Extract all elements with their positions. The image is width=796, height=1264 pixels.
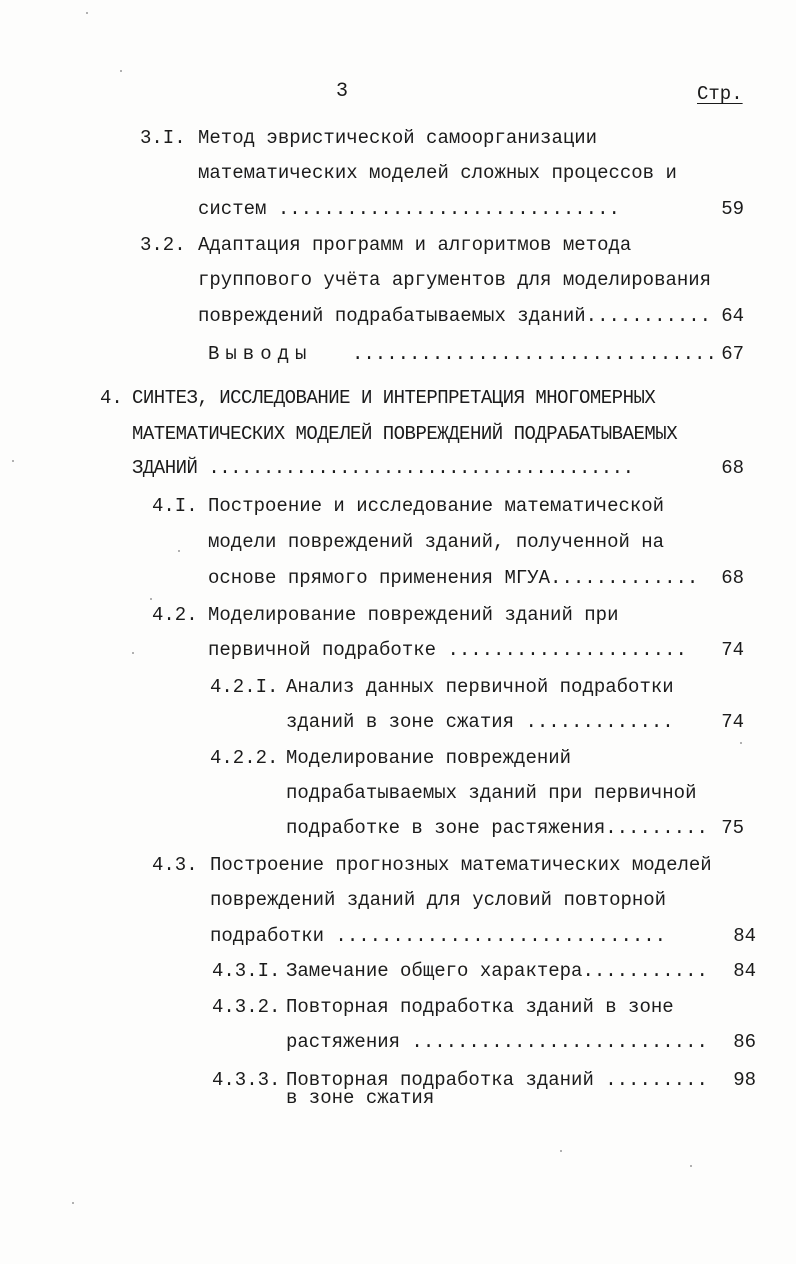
scan-speck xyxy=(690,1165,692,1167)
toc-title-line: ЗДАНИЙ ....................................... xyxy=(132,457,634,479)
toc-page-number: 67 xyxy=(721,343,744,365)
toc-title-line: математических моделей сложных процессов и xyxy=(198,162,677,184)
scan-speck xyxy=(86,12,88,14)
toc-page-number: 64 xyxy=(721,305,744,327)
scan-speck xyxy=(740,742,742,744)
scan-speck xyxy=(132,652,134,654)
toc-title-line: повреждений зданий для условий повторной xyxy=(210,889,667,911)
toc-title-line: основе прямого применения МГУА............. xyxy=(208,567,699,589)
scan-speck xyxy=(560,1150,562,1152)
toc-page-number: 84 xyxy=(733,960,756,982)
toc-title-line: СИНТЕЗ, ИССЛЕДОВАНИЕ И ИНТЕРПРЕТАЦИЯ МНОГОМЕРНЫХ xyxy=(132,387,656,409)
toc-title-line: МАТЕМАТИЧЕСКИХ МОДЕЛЕЙ ПОВРЕЖДЕНИЙ ПОДРАБАТЫВАЕМЫХ xyxy=(132,423,678,445)
toc-page-number: 68 xyxy=(721,457,744,479)
toc-number: 4.2.I. xyxy=(210,676,279,698)
toc-number: 4.3. xyxy=(152,854,198,876)
toc-number: 4. xyxy=(100,387,123,409)
toc-title-line: растяжения .......................... xyxy=(286,1031,708,1053)
scan-speck xyxy=(150,598,152,600)
toc-number: 4.2. xyxy=(152,604,198,626)
toc-title-line: подрабатываемых зданий при первичной xyxy=(286,782,697,804)
toc-page-number: 74 xyxy=(721,639,744,661)
toc-number: 3.I. xyxy=(140,127,186,149)
toc-title-line: Адаптация программ и алгоритмов метода xyxy=(198,234,632,256)
toc-page-number: 86 xyxy=(733,1031,756,1053)
toc-title-line: Построение и исследование математической xyxy=(208,495,665,517)
toc-number: 4.I. xyxy=(152,495,198,517)
toc-title-line: Построение прогнозных математических моделей xyxy=(210,854,712,876)
toc-title-line: группового учёта аргументов для моделирования xyxy=(198,269,712,291)
pages-column-label: Стр. xyxy=(697,83,743,105)
toc-number: 4.3.2. xyxy=(212,996,281,1018)
toc-title-line: Повторная подработка зданий в зоне xyxy=(286,996,674,1018)
toc-page-number: 74 xyxy=(721,711,744,733)
toc-number: 4.2.2. xyxy=(210,747,279,769)
toc-title-line: подработки ............................. xyxy=(210,925,667,947)
toc-number: 4.3.3. xyxy=(212,1069,281,1091)
toc-number: 3.2. xyxy=(140,234,186,256)
toc-page-number: 59 xyxy=(721,198,744,220)
toc-title-line: зданий в зоне сжатия ............. xyxy=(286,711,674,733)
toc-title-line: повреждений подрабатываемых зданий........... xyxy=(198,305,712,327)
toc-page-number: 68 xyxy=(721,567,744,589)
scan-speck xyxy=(120,70,122,72)
toc-leader-dots: ................................ xyxy=(352,343,717,365)
toc-title-line: Моделирование повреждений зданий при xyxy=(208,604,619,626)
toc-title-line: первичной подработке ..................... xyxy=(208,639,687,661)
toc-title-line: систем .............................. xyxy=(198,198,620,220)
toc-number: 4.3.I. xyxy=(212,960,281,982)
scan-speck xyxy=(72,1202,74,1204)
toc-title-line: Метод эвристической самоорганизации xyxy=(198,127,598,149)
toc-title-line: модели повреждений зданий, полученной на xyxy=(208,531,665,553)
toc-title-line: Замечание общего характера........... xyxy=(286,960,708,982)
toc-title-line: Выводы xyxy=(208,343,313,365)
page-number: 3 xyxy=(336,80,349,103)
toc-page-number: 75 xyxy=(721,817,744,839)
toc-title-line: подработке в зоне растяжения......... xyxy=(286,817,708,839)
toc-page-number: 84 xyxy=(733,925,756,947)
toc-page-number: 98 xyxy=(733,1069,756,1091)
scan-speck xyxy=(178,550,180,552)
toc-title-line: Анализ данных первичной подработки xyxy=(286,676,674,698)
toc-title-line: Моделирование повреждений xyxy=(286,747,572,769)
toc-title-line: Повторная подработка зданий ......... xyxy=(286,1069,708,1091)
toc-title-line: в зоне сжатия xyxy=(286,1087,435,1109)
scan-speck xyxy=(12,460,14,462)
